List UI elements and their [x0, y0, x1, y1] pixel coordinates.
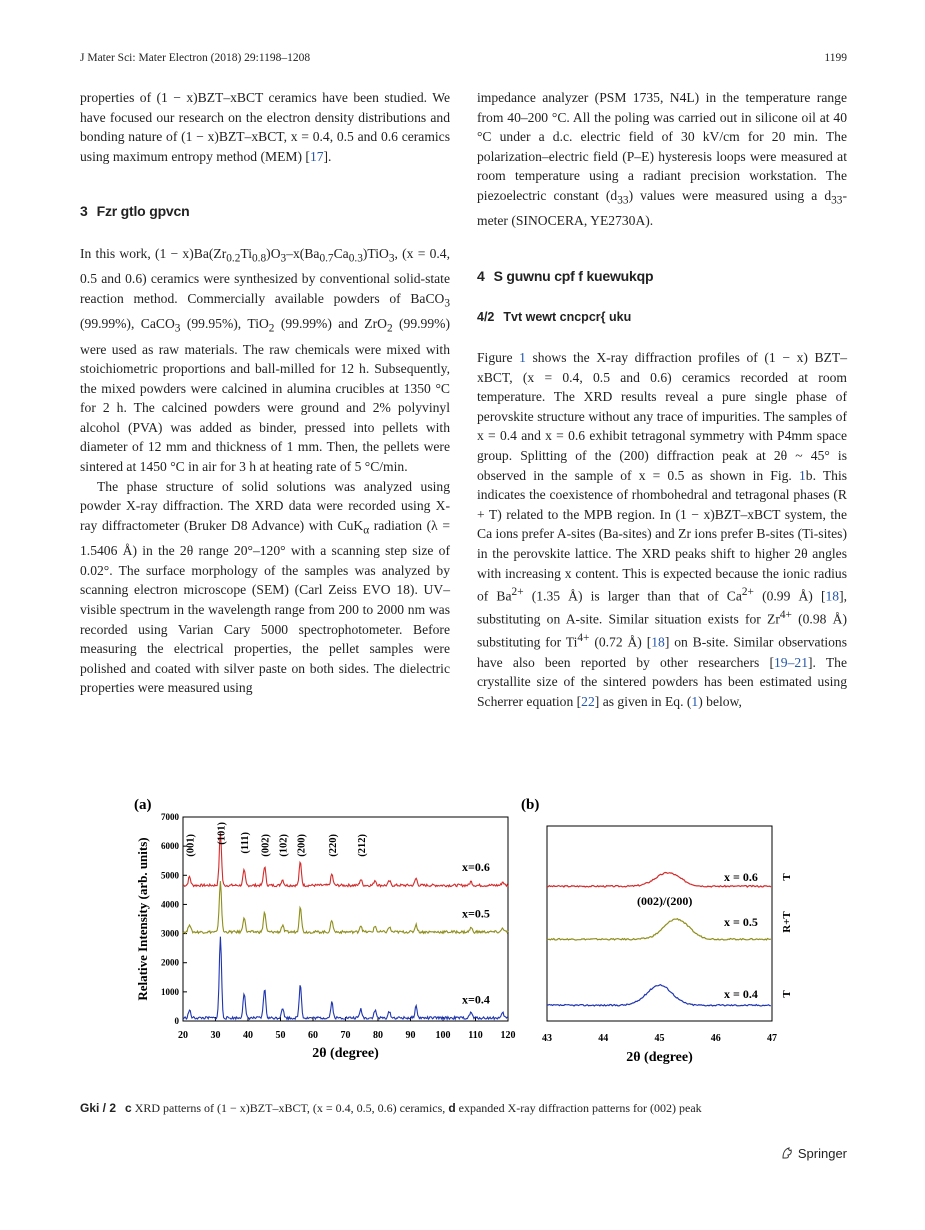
paragraph: In this work, $(1 - x)Ba(Zr_{0.2}Ti_{0.8})O_3-x(Ba_{0.7}Ca_{0.3})TiO_3$, (x = 0.4, 0.5 and 0.6) ceramics were synthesized by conventional solid-state reaction method. Commercially available powders of BaCO$_3$ (99.99%), CaCO$_3$ (99.95%), TiO$_2$ (99.99%) and ZrO$_2$ (99.99%) were used as raw materials. The raw chemicals were mixed with stoichiometric proportions and ball-milled for 12 h. Subsequently, the mixed powders were calcined in alumina crucibles at 1350 °C for 2 h. The calcined powders were ground and 2% polyvinyl alcohol (PVA) was added as binder, pressed into pellets with diameter of 12 mm and thickness of 1 mm. Then, the pellets were sintered at 1450 °C in air for 3 h at heating rate of 5 °C/min. [80, 245, 450, 475]
x-axis-label: 2θ (degree) [312, 1046, 379, 1061]
xrd-series-line [183, 881, 508, 933]
x-tick-label: 47 [767, 1033, 777, 1044]
figure-label: Gki / 2 [80, 1101, 117, 1115]
figure-caption: Gki / 2 c XRD patterns of (1 − x)BZT–xBCT, (x = 0.4, 0.5, 0.6) ceramics, d expanded X-ray diffraction patterns for (002) peak [80, 1101, 702, 1115]
x-tick-label: 90 [405, 1030, 416, 1041]
y-tick-label: 0 [174, 1016, 179, 1026]
y-tick-label: 5000 [161, 870, 179, 881]
x-axis-label: 2θ (degree) [626, 1050, 693, 1065]
x-tick-label: 44 [598, 1033, 609, 1044]
peak-index-label: (102) [278, 834, 290, 857]
x-tick-label: 120 [500, 1030, 516, 1041]
y-tick-label: 7000 [161, 812, 179, 822]
citation-link[interactable]: 19–21 [774, 654, 808, 670]
x-tick-label: 45 [654, 1033, 665, 1044]
x-tick-label: 50 [275, 1030, 286, 1041]
figure-link[interactable]: 1 [798, 467, 806, 483]
xrd-series-line [183, 833, 508, 887]
peak-annotation: (002)/(200) [637, 894, 693, 908]
x-tick-label: 100 [435, 1030, 451, 1041]
x-tick-label: 70 [340, 1030, 351, 1041]
series-label: x = 0.5 [724, 915, 758, 929]
x-tick-label: 110 [468, 1030, 483, 1041]
series-label: x = 0.4 [724, 987, 758, 1001]
paragraph: impedance analyzer (PSM 1735, N4L) in the temperature range from 40–200 °C. All the poling was carried out in silicone oil at 40 °C under a d.c. electric field of 30 kV/cm for 20 min. The polarization–electric field (P–E) hysteresis loops were measured at room temperature using a radiant precision workstation. The piezoelectric constant $(d_{33})$ values were measured using a $d_{33}$-meter (SINOCERA, YE2730A). [477, 90, 847, 229]
journal-citation: J Mater Sci: Mater Electron (2018) 29:1198–1208 [80, 52, 311, 64]
series-label: x=0.4 [462, 992, 490, 1007]
peak-index-label: (001) [185, 834, 197, 857]
y-tick-label: 1000 [161, 986, 179, 997]
series-label: x=0.5 [462, 906, 490, 921]
peak-index-label: (200) [296, 834, 308, 857]
paragraph: properties of (1 − x)BZT–xBCT ceramics have been studied. We have focused our research on the electron density distributions and bonding nature of (1 − x)BZT–xBCT, x = 0.4, 0.5 and 0.6 ceramics using maximum entropy method (MEM) [17]. [80, 90, 450, 164]
citation-link[interactable]: 17 [309, 148, 324, 164]
panel-a-label: (a) [134, 797, 152, 813]
xrd-figure [128, 790, 793, 1086]
equation-link[interactable]: 1 [691, 693, 699, 709]
y-tick-label: 3000 [161, 928, 179, 939]
x-tick-label: 30 [210, 1030, 221, 1041]
paragraph: The phase structure of solid solutions was analyzed using powder X-ray diffraction. The XRD data were recorded using X-ray diffractometer (Bruker D8 Advance) with CuK$_\alpha$ radiation (λ = 1.5406 Å) in the 2θ range 20°–120° with a scanning step size of 0.02°. The surface morphology of the samples was analyzed by scanning electron microscope (SEM) (Carl Zeiss EVO 18). UV–visible spectrum in the wavelength range from 200 to 2000 nm was recorded using Varian Cary 5000 spectrophotometer. Before measuring the electrical properties, the pellet samples were polished and coated with silver paste on both sides. The dielectric properties were measured using [80, 478, 450, 696]
page-number: 1199 [824, 52, 847, 64]
x-tick-label: 46 [710, 1033, 721, 1044]
x-tick-label: 60 [308, 1030, 318, 1041]
series-label: x = 0.6 [724, 870, 758, 884]
peak-index-label: (220) [327, 834, 339, 857]
phase-label: R+T [781, 911, 793, 933]
peak-index-label: (111) [240, 832, 252, 854]
peak-index-label: (101) [216, 822, 228, 845]
publisher-footer [780, 1146, 847, 1163]
springer-horse-icon [780, 1146, 794, 1163]
citation-link[interactable]: 18 [825, 588, 840, 604]
peak-index-label: (212) [356, 834, 368, 857]
citation-link[interactable]: 18 [651, 634, 665, 650]
y-tick-label: 4000 [161, 899, 179, 910]
x-tick-label: 20 [178, 1030, 188, 1041]
series-label: x=0.6 [462, 859, 490, 874]
section-heading: 4 S guwnu cpf f kuewukqp [477, 267, 654, 284]
figure-1 [128, 790, 793, 1086]
left-column [80, 88, 450, 698]
publisher-name: Springer [797, 1146, 847, 1161]
plot-frame [183, 817, 508, 1021]
x-tick-label: 43 [542, 1033, 552, 1044]
phase-label: T [781, 873, 793, 881]
x-tick-label: 80 [373, 1030, 383, 1041]
citation-link[interactable]: 22 [581, 693, 595, 709]
panel-b-label: (b) [521, 797, 540, 813]
section-heading: 3 Fzr gtlo gpvcn [80, 203, 190, 220]
xrd-series-line [183, 937, 508, 1020]
y-axis-label: Relative Intensity (arb. units) [135, 837, 150, 1001]
y-tick-label: 6000 [161, 841, 179, 852]
running-header [80, 52, 847, 68]
subsection-heading: 4/2 Tvt wewt cncpcr{ uku [477, 310, 632, 325]
x-tick-label: 40 [243, 1030, 253, 1041]
phase-label: T [781, 990, 793, 998]
peak-index-label: (002) [260, 834, 272, 857]
paragraph: Figure 1 shows the X-ray diffraction profiles of (1 − x) BZT–xBCT, (x = 0.4, 0.5 and 0.6) ceramics recorded at room temperature. The XRD results reveal a pure single phase of perovskite structure without any trace of impurities. The samples of x = 0.4 and x = 0.6 exhibit tetragonal symmetry with P4mm space group. Splitting of the (200) diffraction peak at 2θ ~ 45° is observed in the sample of x = 0.5 as shown in Fig. 1b. This indicates the coexistence of rhombohedral and tetragonal phases (R + T) related to the MPB region. In (1 − x)BZT–xBCT system, the Ca ions prefer A-sites (Ba-sites) and Zr ions prefer B-sites (Ti-sites) in the perovskite lattice. The XRD peaks shift to higher 2θ angles with increasing x content. This is expected because the ionic radius of $Ba^{2+}$ (1.35 Å) is larger than that of $Ca^{2+}$ (0.99 Å) [18], substituting on A-site. Similar situation exists for $Zr^{4+}$ (0.98 Å) substituting for $Ti^{4+}$ (0.72 Å) [18] on B-site. Similar observations have also been reported by other researchers [19–21]. The crystallite size of the sintered powders has been estimated using Scherrer equation [22] as given in Eq. (1) below, [477, 350, 848, 709]
y-tick-label: 2000 [161, 957, 179, 968]
right-column [477, 88, 847, 711]
figure-link[interactable]: 1 [519, 350, 526, 366]
